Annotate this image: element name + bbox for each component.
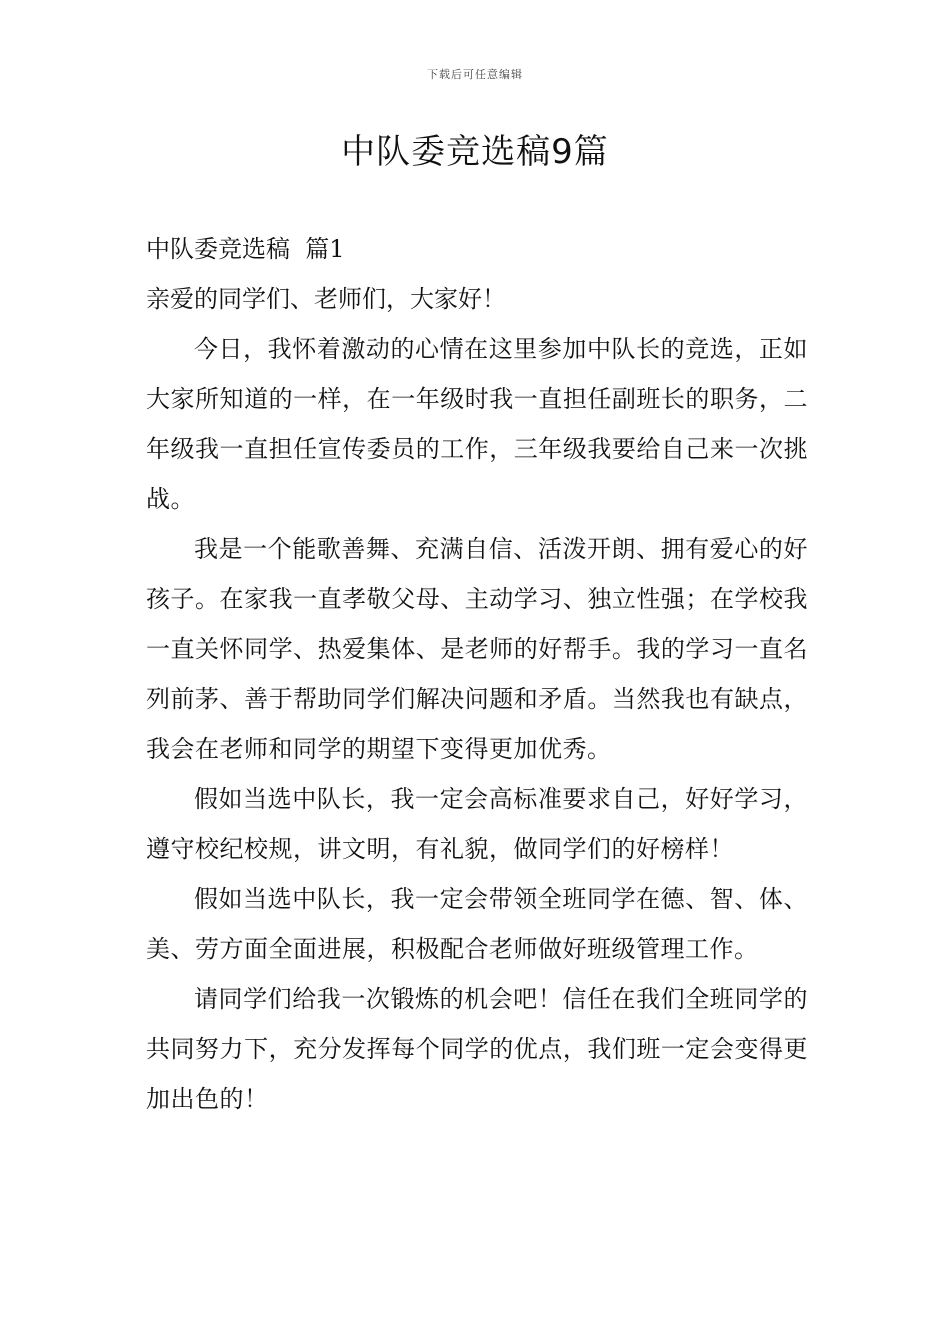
document-body	[146, 224, 808, 1124]
document-title: 中队委竞选稿9篇	[341, 132, 609, 172]
paragraph: 假如当选中队长，我一定会带领全班同学在德、智、体、美、劳方面全面进展，积极配合老师做好班级管理工作。	[146, 885, 808, 963]
header-note: 下载后可任意编辑	[427, 68, 523, 81]
paragraph: 假如当选中队长，我一定会高标准要求自己，好好学习，遵守校纪校规，讲文明，有礼貌，做同学们的好榜样！	[146, 785, 808, 863]
paragraph: 今日，我怀着激动的心情在这里参加中队长的竞选，正如大家所知道的一样，在一年级时我一直担任副班长的职务，二年级我一直担任宣传委员的工作，三年级我要给自己来一次挑战。	[146, 335, 808, 513]
greeting: 亲爱的同学们、老师们，大家好！	[146, 285, 506, 313]
paragraph: 请同学们给我一次锻炼的机会吧！信任在我们全班同学的共同努力下，充分发挥每个同学的优点，我们班一定会变得更加出色的！	[146, 985, 808, 1113]
paragraph: 我是一个能歌善舞、充满自信、活泼开朗、拥有爱心的好孩子。在家我一直孝敬父母、主动学习、独立性强；在学校我一直关怀同学、热爱集体、是老师的好帮手。我的学习一直名列前茅、善于帮助同学们解决问题和矛盾。当然我也有缺点，我会在老师和同学的期望下变得更加优秀。	[146, 535, 808, 763]
section-heading: 中队委竞选稿 篇1	[146, 235, 345, 263]
